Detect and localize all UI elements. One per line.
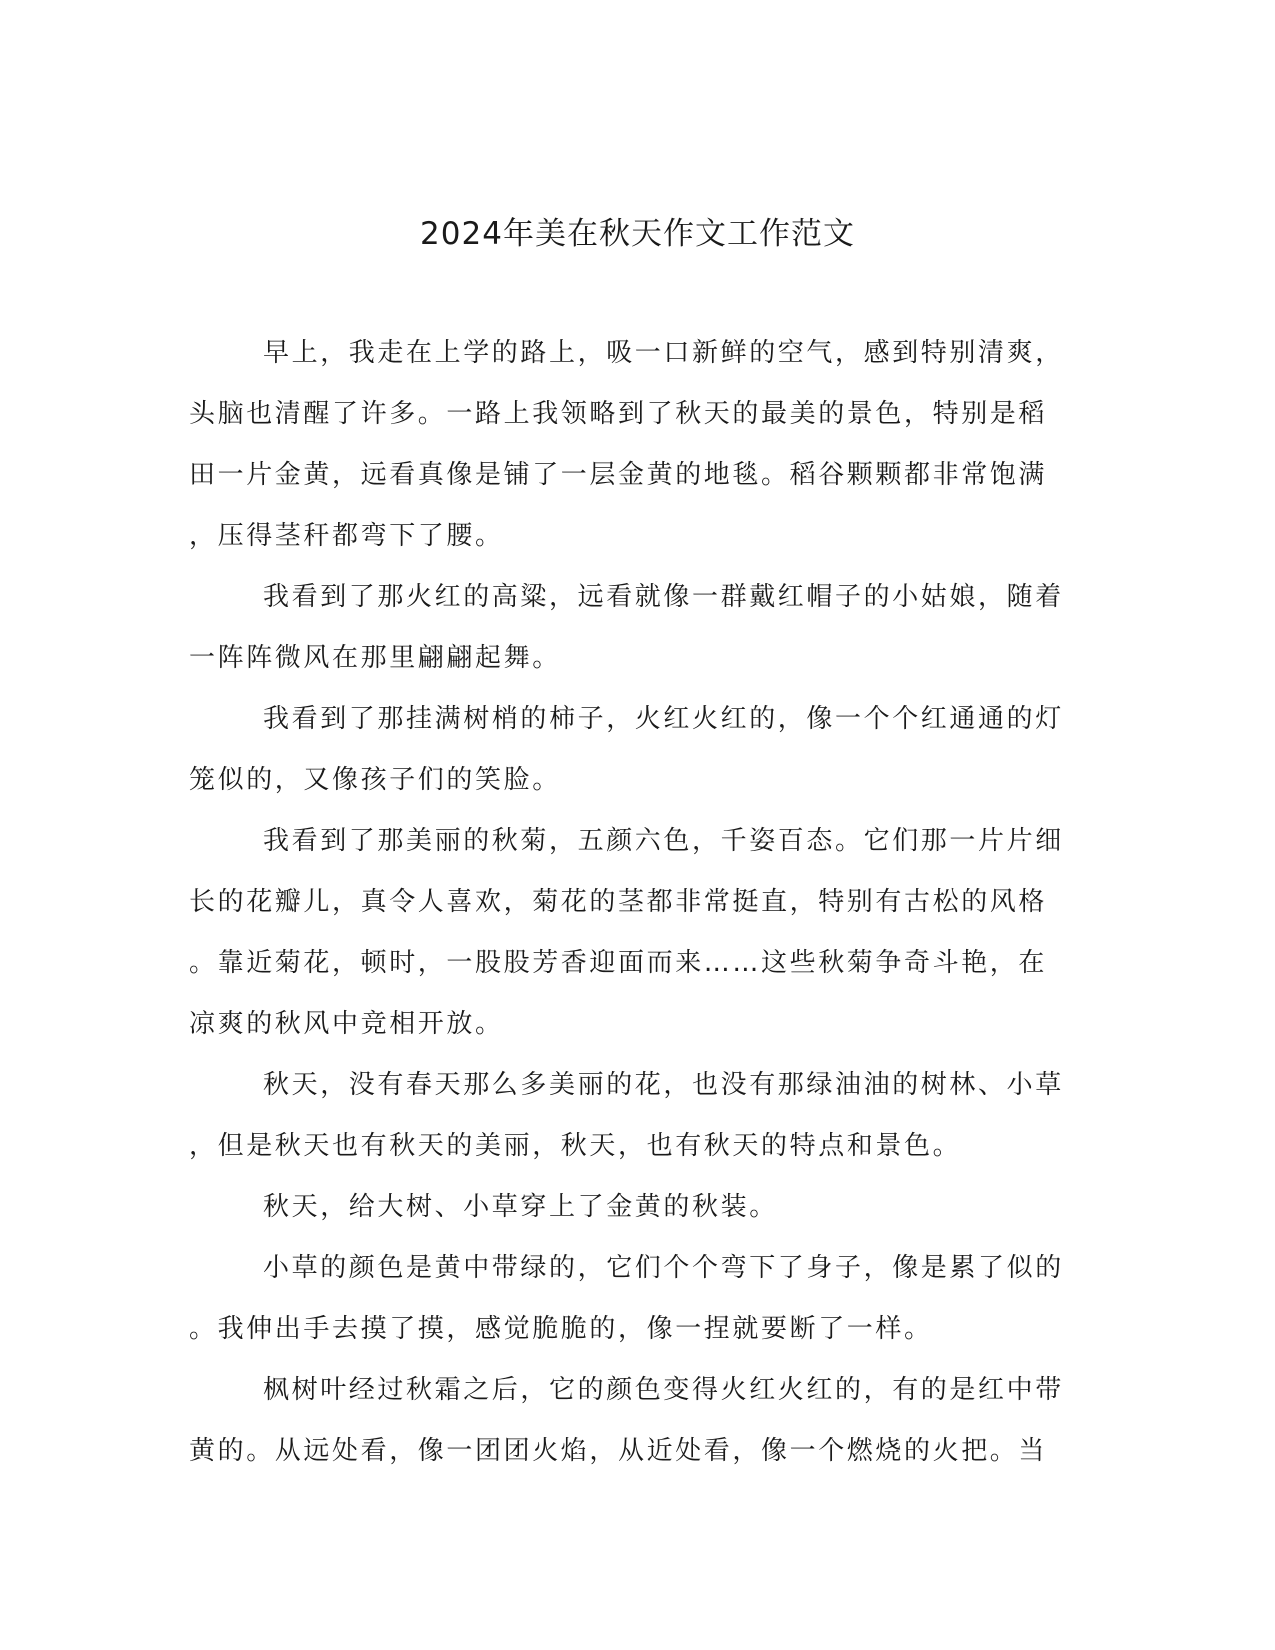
text-line: 秋天，没有春天那么多美丽的花，也没有那绿油油的树林、小草 xyxy=(263,1070,1064,1100)
text-line: 早上，我走在上学的路上，吸一口新鲜的空气，感到特别清爽， xyxy=(263,338,1064,368)
text-line: 笼似的，又像孩子们的笑脸。 xyxy=(189,765,561,795)
text-line: ，压得茎秆都弯下了腰。 xyxy=(189,521,504,551)
text-line: 枫树叶经过秋霜之后，它的颜色变得火红火红的，有的是红中带 xyxy=(263,1375,1064,1405)
text-line: 田一片金黄，远看真像是铺了一层金黄的地毯。稻谷颗颗都非常饱满 xyxy=(189,460,1048,490)
text-line: 凉爽的秋风中竞相开放。 xyxy=(189,1009,504,1039)
text-line: 一阵阵微风在那里翩翩起舞。 xyxy=(189,643,561,673)
text-line: 我看到了那火红的高粱，远看就像一群戴红帽子的小姑娘，随着 xyxy=(263,582,1064,612)
text-line: 我看到了那美丽的秋菊，五颜六色，千姿百态。它们那一片片细 xyxy=(263,826,1064,856)
text-line: 头脑也清醒了许多。一路上我领略到了秋天的最美的景色，特别是稻 xyxy=(189,399,1048,429)
text-line: 秋天，给大树、小草穿上了金黄的秋装。 xyxy=(263,1192,778,1222)
text-line: 小草的颜色是黄中带绿的，它们个个弯下了身子，像是累了似的 xyxy=(263,1253,1064,1283)
text-line: 长的花瓣儿，真令人喜欢，菊花的茎都非常挺直，特别有古松的风格 xyxy=(189,887,1048,917)
text-line: 黄的。从远处看，像一团团火焰，从近处看，像一个燃烧的火把。当 xyxy=(189,1436,1048,1466)
text-line: 。我伸出手去摸了摸，感觉脆脆的，像一捏就要断了一样。 xyxy=(189,1314,933,1344)
document-body xyxy=(189,331,1074,1490)
text-line: 。靠近菊花，顿时，一股股芳香迎面而来……这些秋菊争奇斗艳，在 xyxy=(189,948,1048,978)
document-title: 2024年美在秋天作文工作范文 xyxy=(420,216,855,252)
text-line: 我看到了那挂满树梢的柿子，火红火红的，像一个个红通通的灯 xyxy=(263,704,1064,734)
text-line: ，但是秋天也有秋天的美丽，秋天，也有秋天的特点和景色。 xyxy=(189,1131,962,1161)
